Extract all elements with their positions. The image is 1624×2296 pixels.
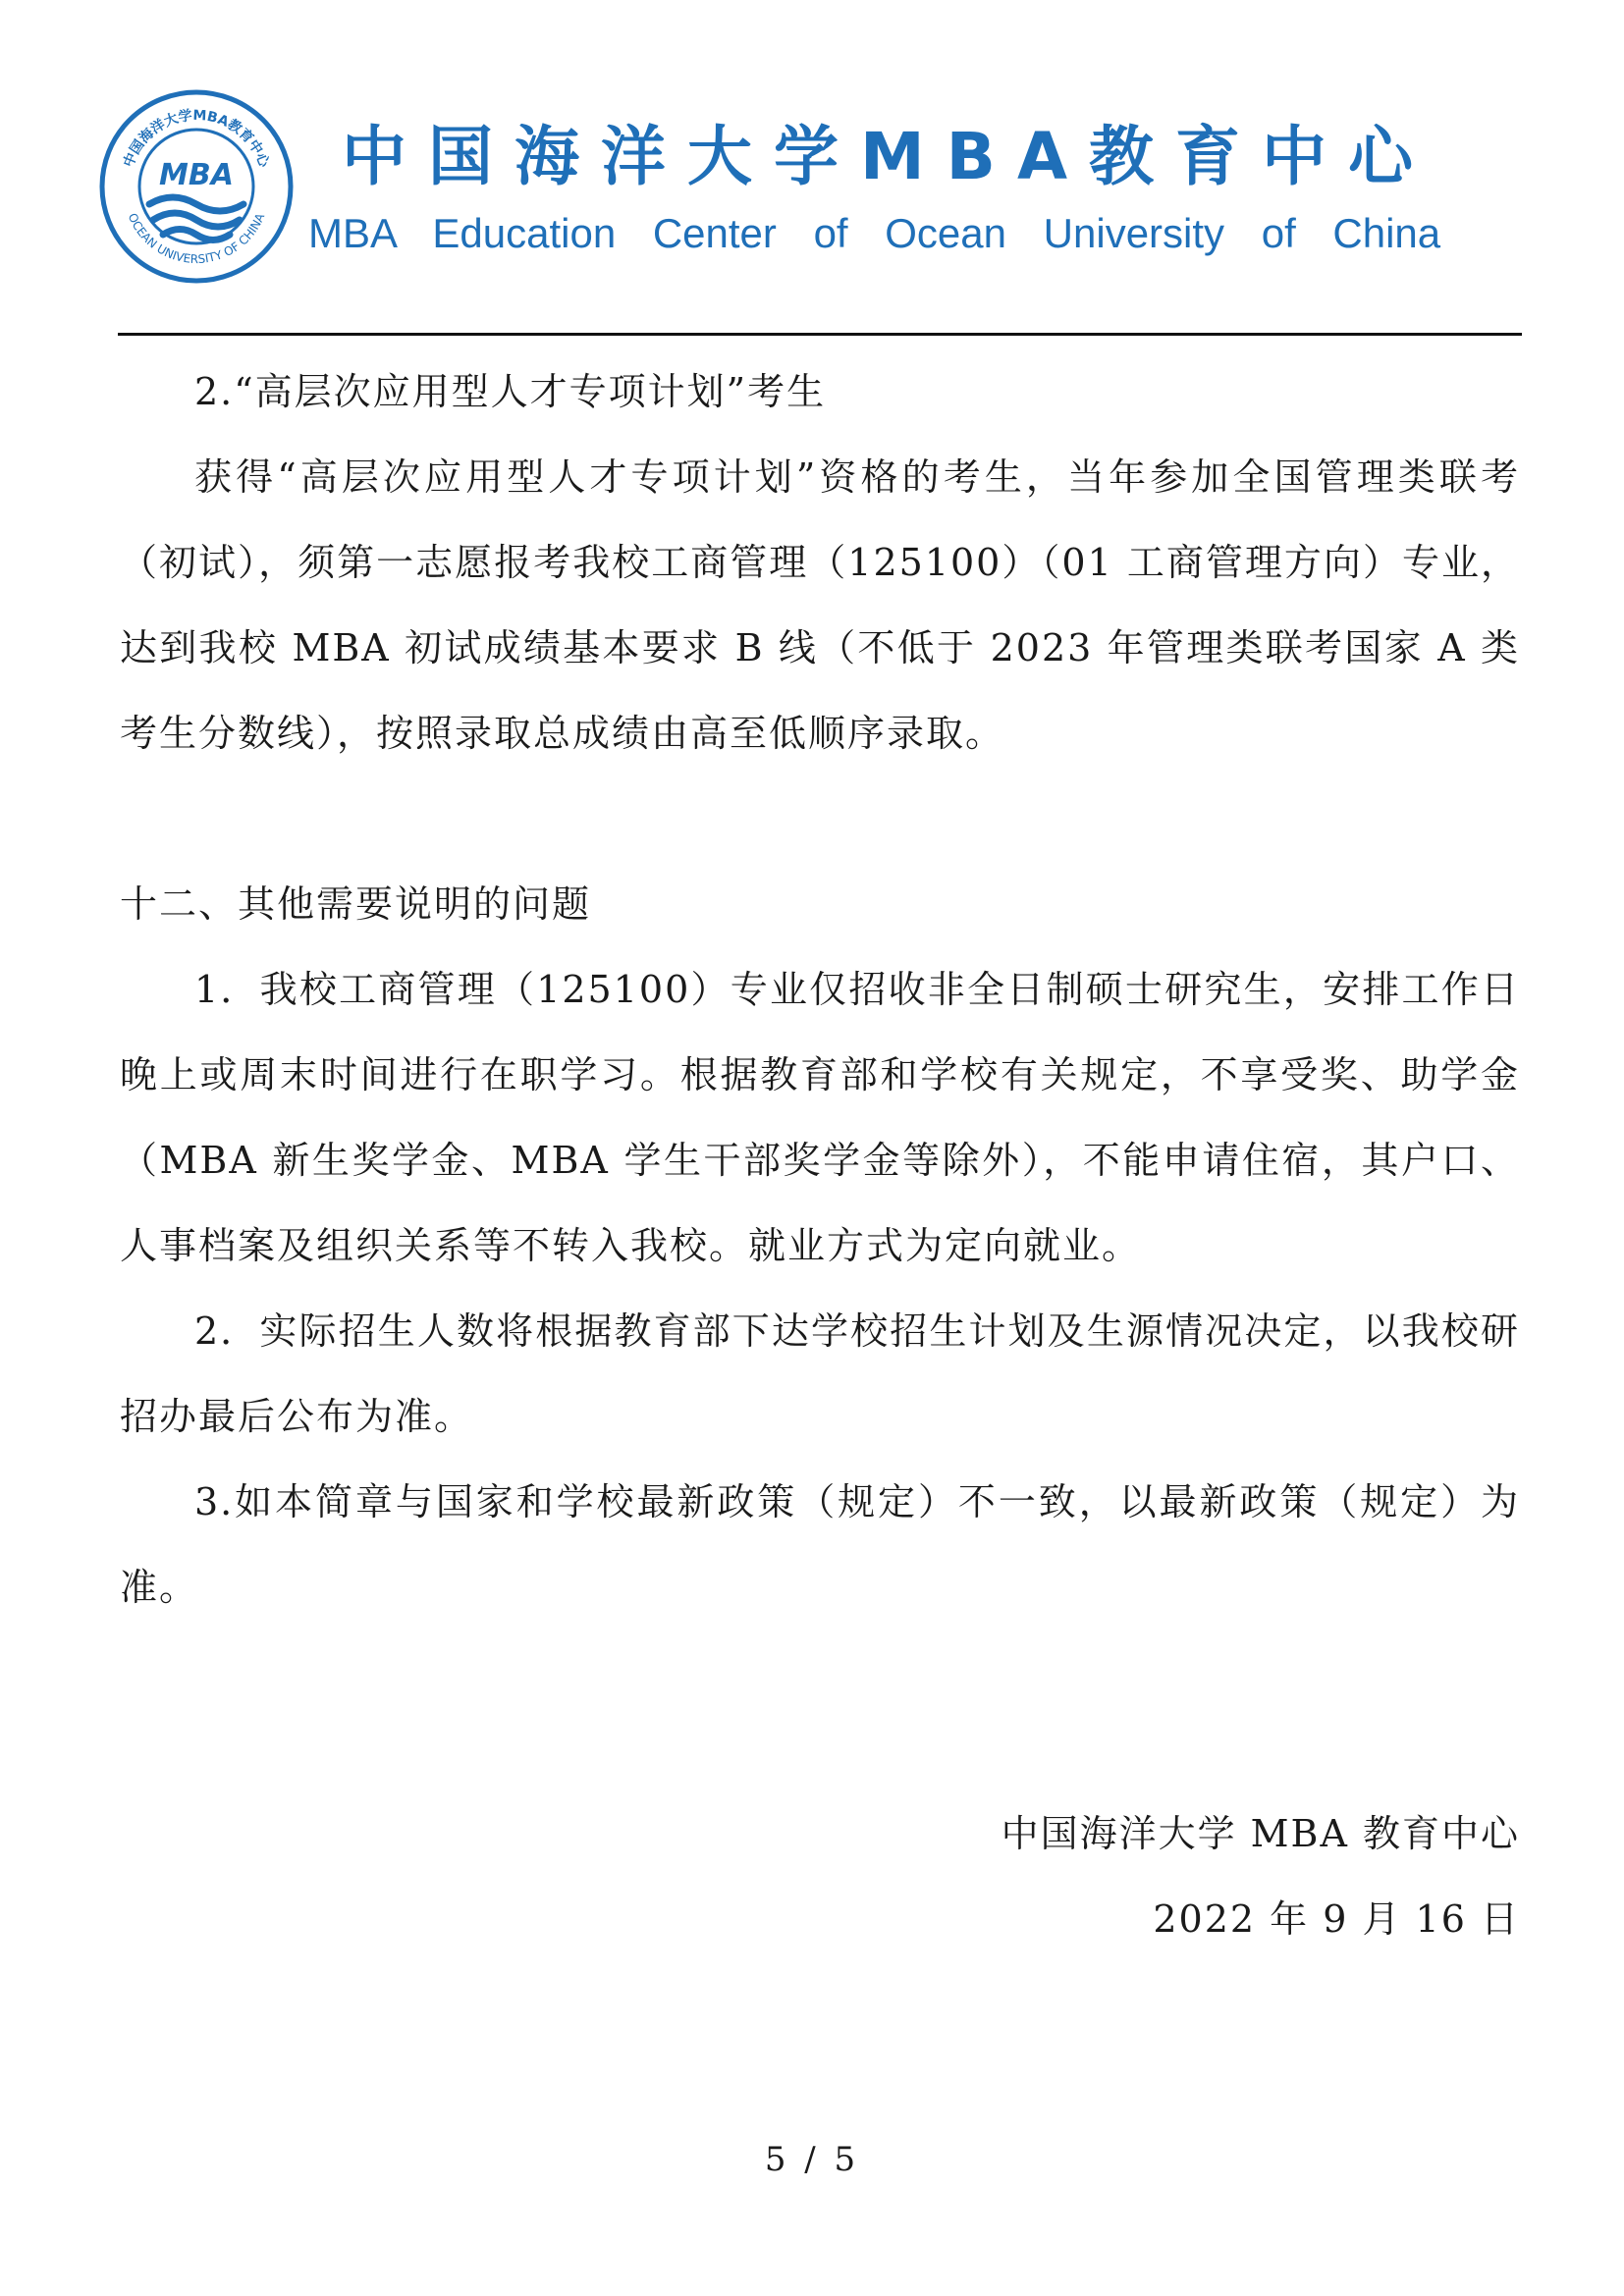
paragraph: 获得“高层次应用型人才专项计划”资格的考生，当年参加全国管理类联考（初试），须第一志愿报考我校工商管理（125100）（01 工商管理方向）专业，达到我校 MBA 初试成绩基本要求 B 线（不低于 2023 年管理类联考国家 A 类考生分数线），按照录取总成绩由高至低顺序录取。: [120, 455, 1520, 755]
letterhead: [98, 88, 1532, 285]
header-divider: [118, 333, 1522, 336]
document-body: [120, 349, 1520, 1630]
subsection-heading: 2.“高层次应用型人才专项计划”考生: [194, 370, 827, 413]
logo-center-text: MBA: [159, 158, 234, 192]
section-heading: 十二、其他需要说明的问题: [120, 882, 592, 926]
logo-bottom-text: OCEAN UNIVERSITY OF CHINA: [125, 211, 268, 267]
logo-top-text: 中国海洋大学MBA教育中心: [121, 107, 272, 170]
paragraph: 1．我校工商管理（125100）专业仅招收非全日制硕士研究生，安排工作日晚上或周末时间进行在职学习。根据教育部和学校有关规定，不享受奖、助学金（MBA 新生奖学金、MBA 学生干部奖学金等除外），不能申请住宿，其户口、人事档案及组织关系等不转入我校。就业方式为定向就业。: [120, 968, 1520, 1267]
signature-date: 2022 年 9 月 16 日: [1153, 1897, 1520, 1941]
university-logo: [98, 88, 295, 285]
page-number: 5 / 5: [764, 2140, 860, 2179]
signature-block: [1001, 1791, 1520, 1962]
center-title-chinese: 中国海洋大学MBA教育中心: [342, 119, 1435, 194]
center-title-english: MBA Education Center of Ocean University of China: [308, 210, 1441, 256]
signature-org: 中国海洋大学 MBA 教育中心: [1001, 1812, 1520, 1855]
spacer: [120, 776, 1520, 862]
paragraph: 3.如本简章与国家和学校最新政策（规定）不一致，以最新政策（规定）为准。: [120, 1480, 1520, 1609]
paragraph: 2．实际招生人数将根据教育部下达学校招生计划及生源情况决定，以我校研招办最后公布为准。: [120, 1309, 1520, 1438]
wave-icon: [149, 197, 244, 240]
